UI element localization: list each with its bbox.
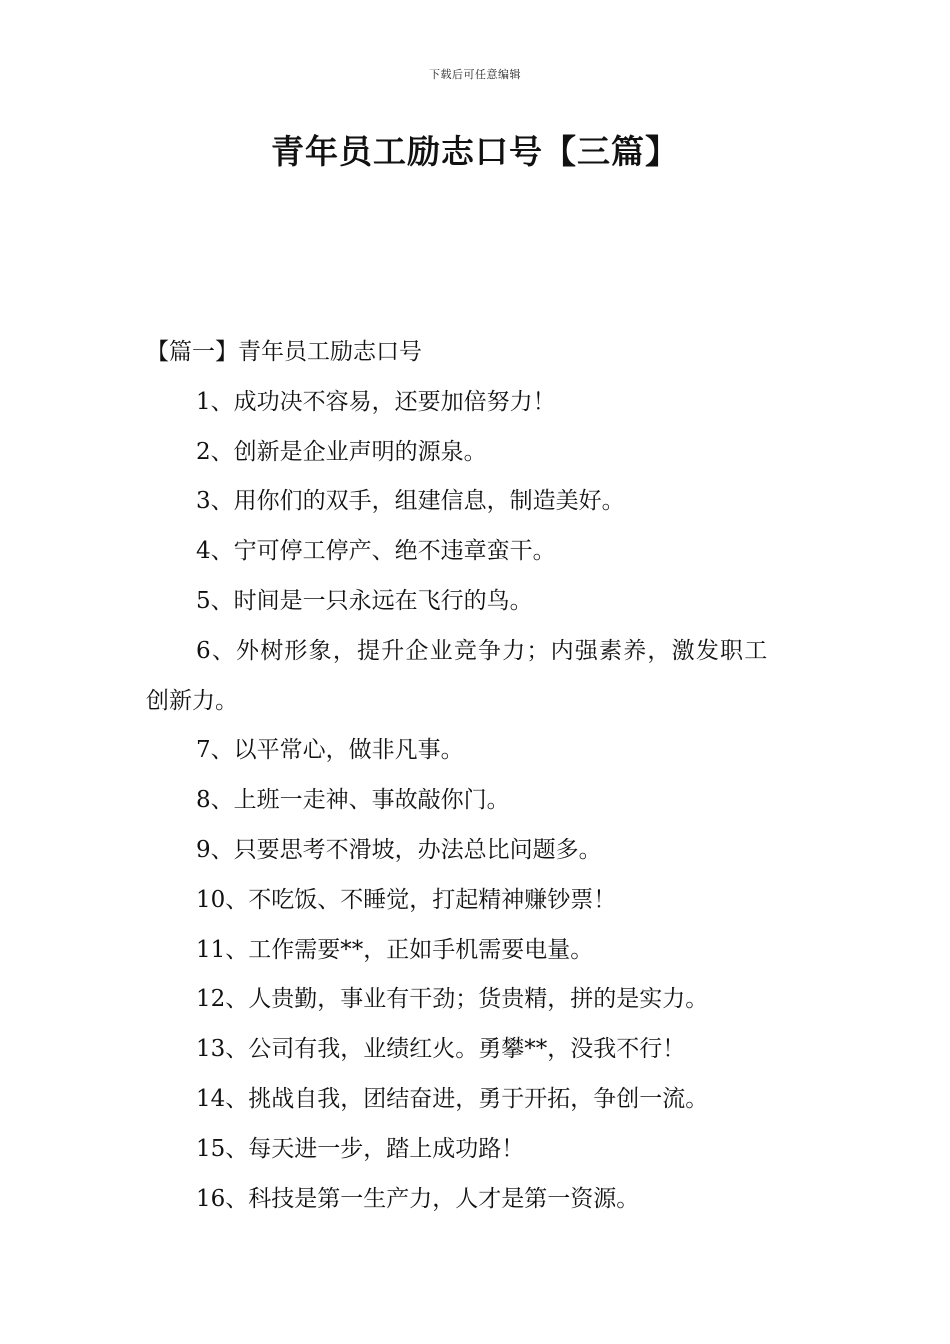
list-item: 7、以平常心，做非凡事。	[196, 737, 464, 764]
section-heading: 【篇一】青年员工励志口号	[146, 339, 422, 365]
list-item: 11、工作需要**，正如手机需要电量。	[196, 936, 594, 963]
list-item: 15、每天进一步，踏上成功路！	[196, 1135, 525, 1162]
list-item: 14、挑战自我，团结奋进，勇于开拓，争创一流。	[196, 1085, 709, 1112]
list-item-continuation: 创新力。	[146, 687, 238, 714]
list-item: 1、成功决不容易，还要加倍努力！	[196, 388, 556, 415]
list-item: 8、上班一走神、事故敲你门。	[196, 787, 510, 814]
list-item: 4、宁可停工停产、绝不违章蛮干。	[196, 538, 556, 565]
list-item: 16、科技是第一生产力，人才是第一资源。	[196, 1185, 640, 1212]
page-title: 青年员工励志口号【三篇】	[271, 132, 679, 171]
list-item: 9、只要思考不滑坡，办法总比问题多。	[196, 836, 602, 863]
document-body	[146, 328, 811, 1224]
list-item: 10、不吃饭、不睡觉，打起精神赚钞票！	[196, 886, 617, 913]
list-item: 13、公司有我，业绩红火。勇攀**，没我不行！	[196, 1036, 686, 1063]
list-item: 2、创新是企业声明的源泉。	[196, 438, 487, 465]
list-item: 5、时间是一只永远在飞行的鸟。	[196, 587, 533, 614]
list-item: 6、外树形象，提升企业竞争力；内强素养，激发职工	[196, 637, 769, 664]
list-item: 12、人贵勤，事业有干劲；货贵精，拼的是实力。	[196, 986, 709, 1013]
header-note: 下载后可任意编辑	[429, 68, 521, 81]
list-item: 3、用你们的双手，组建信息，制造美好。	[196, 488, 625, 515]
